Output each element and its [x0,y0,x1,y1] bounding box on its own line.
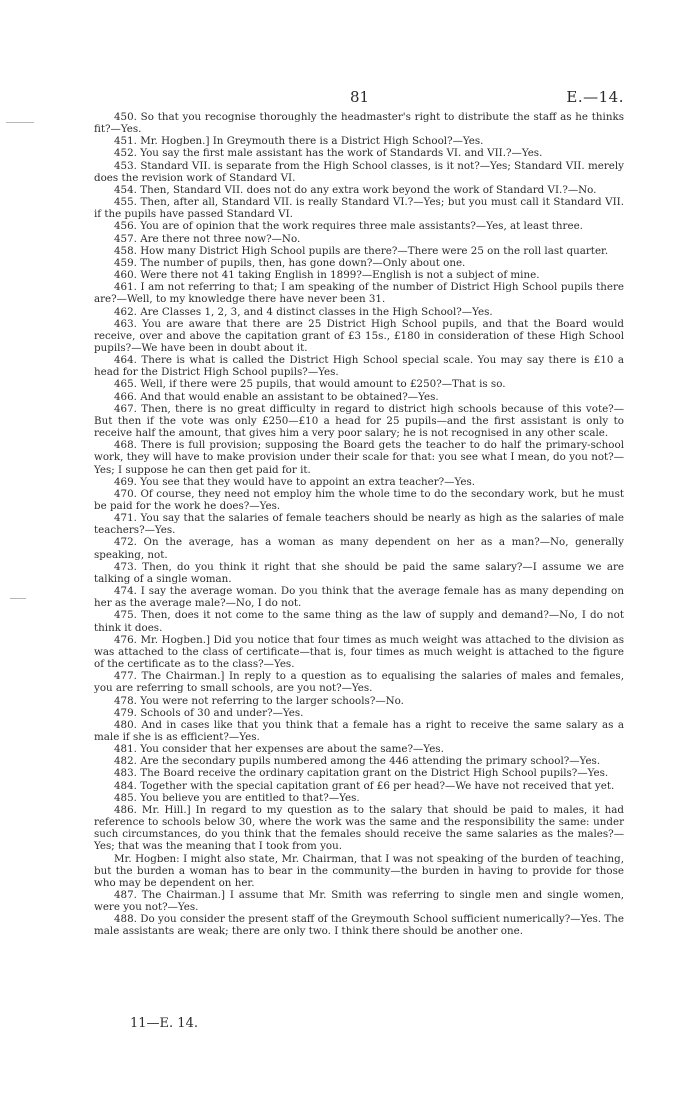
paragraph: 480. And in cases like that you think that a female has a right to receive the same salary as a male if she is as efficient?—Yes. [94,718,624,743]
scan-mark [10,598,26,599]
paragraph: 453. Standard VII. is separate from the High School classes, is it not?—Yes; Standard VII. merely does the revision work of Standard VI. [94,159,624,184]
paragraph: 461. I am not referring to that; I am speaking of the number of District High School pupils there are?—Well, to my knowledge there have never been 31. [94,281,624,306]
paragraph: 456. You are of opinion that the work requires three male assistants?—Yes, at least three. [114,220,583,233]
paragraph: 463. You are aware that there are 25 District High School pupils, and that the Board would receive, over and above the capitation grant of £3 15s., £180 in consideration of these High School pupils?—We have been in doubt about it. [94,317,624,354]
paragraph: 476. Mr. Hogben.] Did you notice that four times as much weight was attached to the division as was attached to the class of certificate—that is, four times as much weight is attached to the figure of the certificate as to the class?—Yes. [94,633,624,671]
paragraph: 455. Then, after all, Standard VII. is really Standard VI.?—Yes; but you must call it Standard VII. if the pupils have passed Standard VI. [94,196,624,221]
paragraph: 477. The Chairman.] In reply to a question as to equalising the salaries of males and females, you are referring to small schools, are you not?—Yes. [94,670,624,695]
paragraph: 452. You say the first male assistant has the work of Standards VI. and VII.?—Yes. [114,147,543,160]
paragraph: 454. Then, Standard VII. does not do any extra work beyond the work of Standard VI.?—No. [114,183,597,196]
paragraph: 462. Are Classes 1, 2, 3, and 4 distinct classes in the High School?—Yes. [114,305,493,318]
paragraph: 460. Were there not 41 taking English in 1899?—English is not a subject of mine. [114,269,540,282]
paragraph: 466. And that would enable an assistant to be obtained?—Yes. [114,390,439,403]
paragraph: 488. Do you consider the present staff of the Greymouth School sufficient numerically?—Yes. The male assistants are weak; there are only two. I think there should be another one. [94,913,624,938]
paragraph: 486. Mr. Hill.] In regard to my question as to the salary that should be paid to males, it had reference to schools below 30, where the work was the same and the responsibility the same: under such circumstances, do you think that the females should receive the same salaries as the males?—Yes; that was the meaning that I took from you. [94,803,624,853]
document-reference: E.—14. [566,88,624,106]
paragraph: 475. Then, does it not come to the same thing as the law of supply and demand?—No, I do not think it does. [94,609,624,634]
paragraph: 469. You see that they would have to appoint an extra teacher?—Yes. [114,475,476,488]
paragraph: 458. How many District High School pupils are there?—There were 25 on the roll last quarter. [114,244,609,257]
paragraph: 457. Are there not three now?—No. [114,232,301,245]
paragraph: 470. Of course, they need not employ him the whole time to do the secondary work, but he must be paid for the work he does?—Yes. [94,487,624,512]
page-number: 81 [350,88,370,106]
paragraph: 464. There is what is called the District High School special scale. You may say there is £10 a head for the District High School pupils?—Yes. [94,354,624,379]
document-body [94,111,624,938]
paragraph: 451. Mr. Hogben.] In Greymouth there is a District High School?—Yes. [114,135,484,148]
scan-mark [6,122,34,123]
page-header [94,88,624,106]
paragraph: 484. Together with the special capitation grant of £6 per head?—We have not received that yet. [114,779,615,792]
paragraph: 485. You believe you are entitled to that?—Yes. [114,791,360,804]
footer-signature: 11—E. 14. [130,1016,198,1031]
paragraph: 482. Are the secondary pupils numbered among the 446 attending the primary school?—Yes. [114,755,601,768]
paragraph: 465. Well, if there were 25 pupils, that would amount to £250?—That is so. [114,378,506,391]
paragraph: 467. Then, there is no great difficulty in regard to district high schools because of this vote?—But then if the vote was only £250—£10 a head for 25 pupils—and the first assistant is only to receive half the amount, that gives him a very poor salary; he is not recognised in any other scale. [94,402,624,440]
paragraph: 450. So that you recognise thoroughly the headmaster's right to distribute the staff as he thinks fit?—Yes. [94,111,624,136]
paragraph: 468. There is full provision; supposing the Board gets the teacher to do half the primary-school work, they will have to make provision under their scale for that: you see what I mean, do you not?—Yes; I suppose he can then get paid for it. [94,439,624,476]
paragraph: 459. The number of pupils, then, has gone down?—Only about one. [114,256,466,269]
paragraph: 479. Schools of 30 and under?—Yes. [114,706,304,719]
paragraph: 483. The Board receive the ordinary capitation grant on the District High School pupils?—Yes. [114,767,609,780]
paragraph: 471. You say that the salaries of female teachers should be nearly as high as the salaries of male teachers?—Yes. [94,512,624,537]
paragraph: 481. You consider that her expenses are about the same?—Yes. [114,743,444,756]
paragraph: 474. I say the average woman. Do you think that the average female has as many depending on her as the average male?—No, I do not. [94,585,624,610]
paragraph: 473. Then, do you think it right that she should be paid the same salary?—I assume we are talking of a single woman. [94,560,624,585]
paragraph: Mr. Hogben: I might also state, Mr. Chairman, that I was not speaking of the burden of teaching, but the burden a woman has to bear in the community—the burden in having to provide for those who may be dependent on her. [94,852,624,889]
paragraph: 487. The Chairman.] I assume that Mr. Smith was referring to single men and single women, were you not?—Yes. [94,889,624,914]
paragraph: 472. On the average, has a woman as many dependent on her as a man?—No, generally speaking, not. [94,536,624,561]
paragraph: 478. You were not referring to the larger schools?—No. [114,694,404,707]
